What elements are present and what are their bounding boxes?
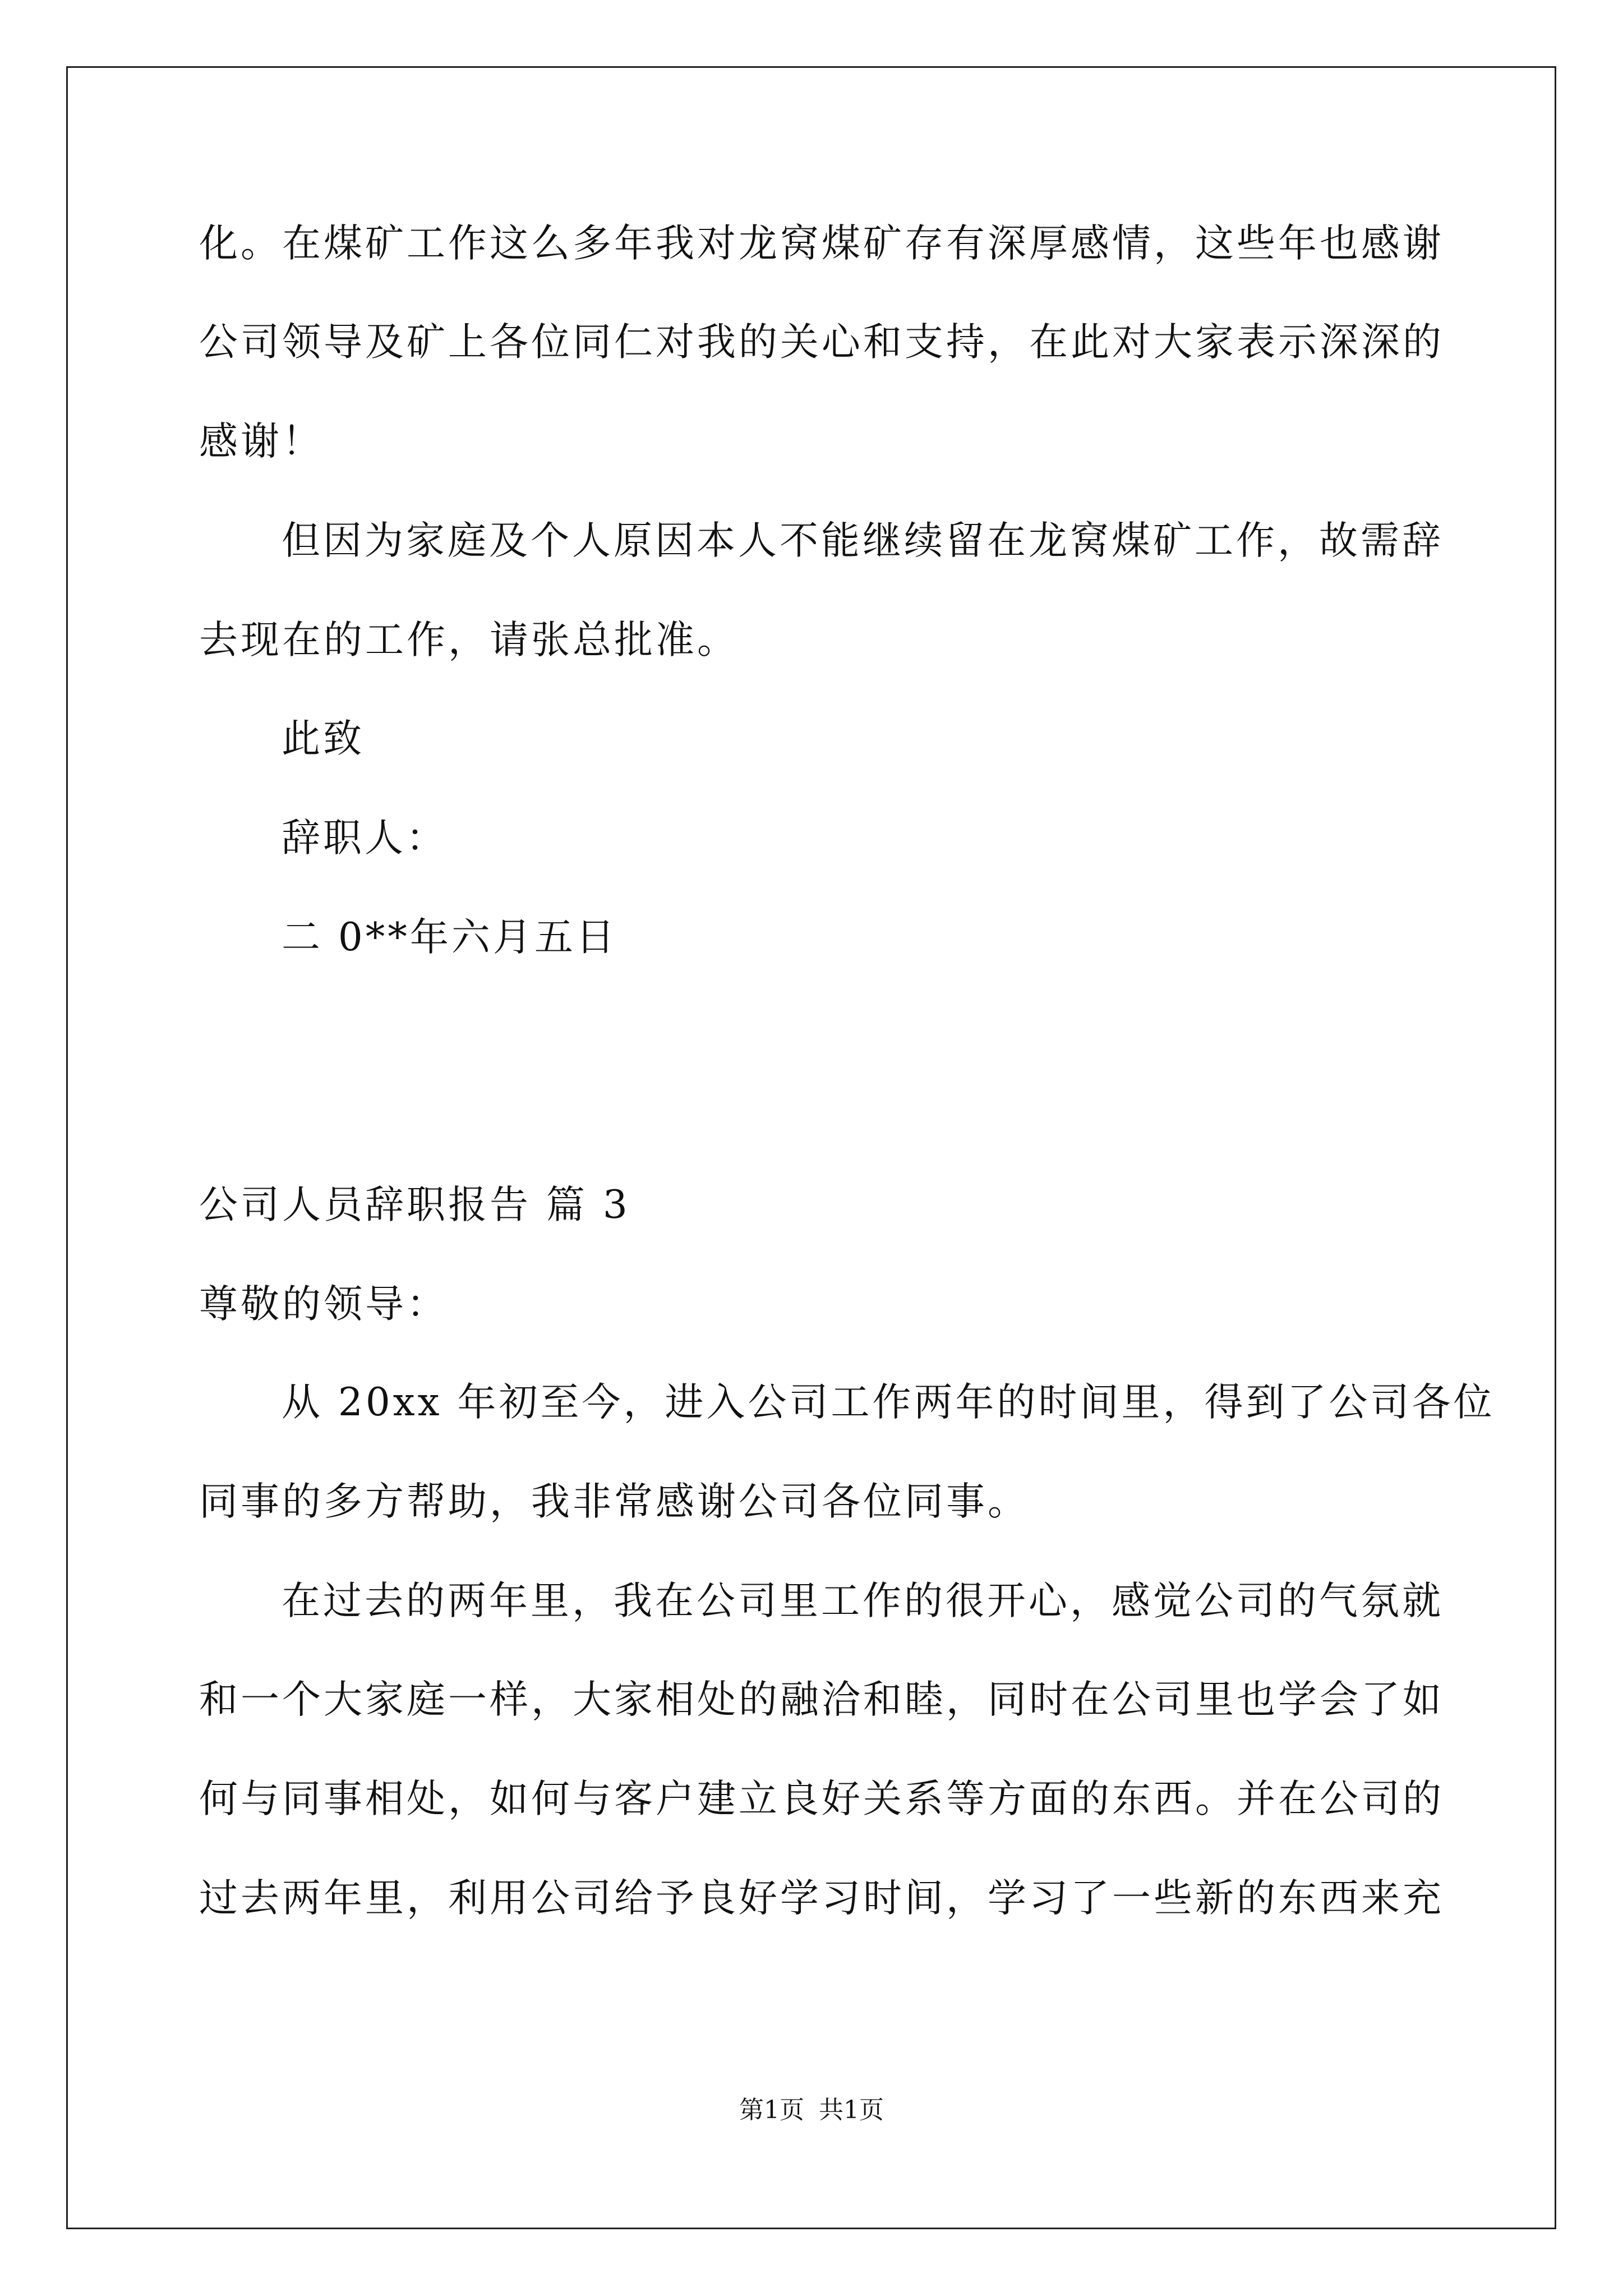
paragraph-line: 感谢！ (199, 419, 324, 464)
section-heading: 公司人员辞职报告 篇 3 (199, 1182, 630, 1227)
closing-salutation: 此致 (282, 716, 365, 761)
paragraph-line: 化。在煤矿工作这么多年我对龙窝煤矿存有深厚感情，这些年也感谢 (199, 221, 1444, 266)
page-footer (0, 2093, 1623, 2127)
greeting: 尊敬的领导： (199, 1282, 448, 1327)
paragraph-line: 过去两年里，利用公司给予良好学习时间，学习了一些新的东西来充 (199, 1876, 1444, 1921)
page-number: 第1页 (739, 2096, 804, 2124)
paragraph-line: 公司领导及矿上各位同仁对我的关心和支持，在此对大家表示深深的 (199, 320, 1444, 365)
page-total: 共1页 (819, 2096, 884, 2124)
paragraph-line: 从 20xx 年初至今，进入公司工作两年的时间里，得到了公司各位 (282, 1380, 1495, 1425)
paragraph-line: 但因为家庭及个人原因本人不能继续留在龙窝煤矿工作，故需辞 (282, 518, 1444, 563)
signature-label: 辞职人： (282, 816, 448, 861)
letter-date: 二 0**年六月五日 (282, 915, 617, 960)
paragraph-line: 和一个大家庭一样，大家相处的融洽和睦，同时在公司里也学会了如 (199, 1677, 1444, 1722)
paragraph-line: 何与同事相处，如何与客户建立良好关系等方面的东西。并在公司的 (199, 1777, 1444, 1821)
paragraph-line: 在过去的两年里，我在公司里工作的很开心，感觉公司的气氛就 (282, 1579, 1444, 1623)
paragraph-line: 去现在的工作，请张总批准。 (199, 618, 739, 662)
paragraph-line: 同事的多方帮助，我非常感谢公司各位同事。 (199, 1479, 1029, 1524)
